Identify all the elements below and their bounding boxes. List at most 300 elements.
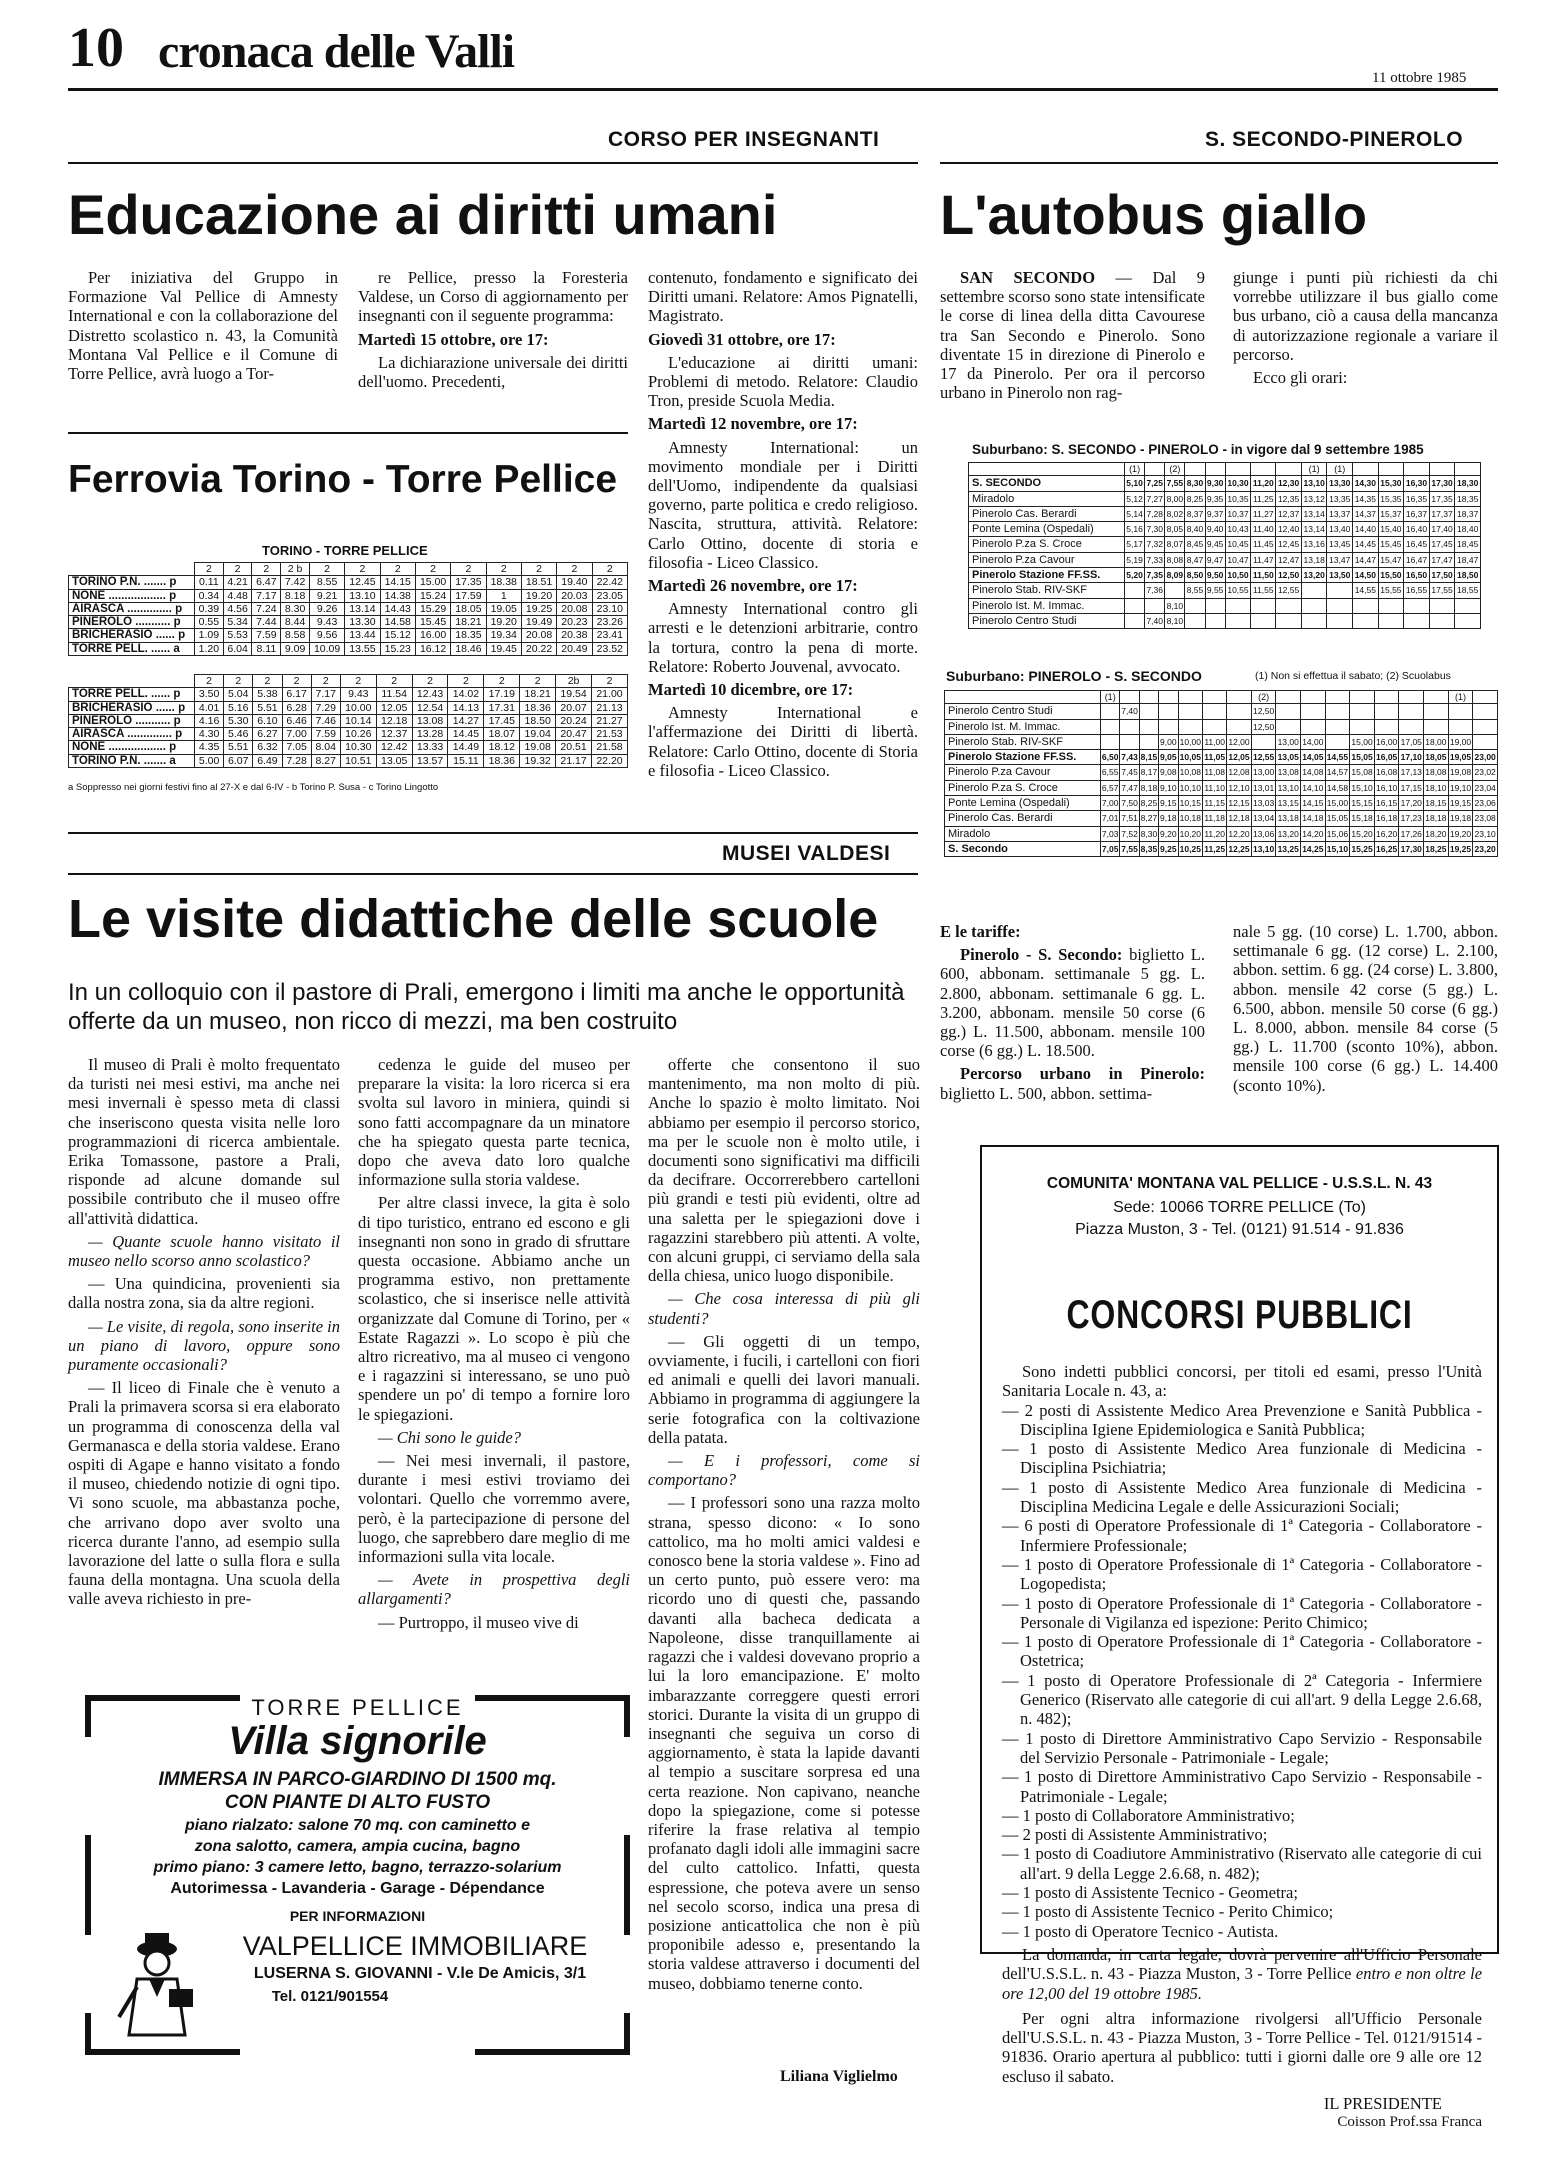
- stop-name: Pinerolo P.za S. Croce: [969, 537, 1125, 552]
- time-cell: 7,45: [1120, 765, 1139, 780]
- bus-out-note-cell: (1): [1327, 463, 1353, 476]
- time-cell: 15,05: [1350, 750, 1375, 765]
- bus-col2: [1233, 268, 1498, 391]
- educazione-text-2b: La dichiarazione universale dei diritti dell'uomo. Precedenti,: [358, 352, 628, 392]
- ferrovia-out-class-cell: 2: [451, 563, 486, 576]
- ferrovia-in-class-cell: 2: [448, 675, 484, 688]
- time-cell: 17.59: [451, 589, 486, 602]
- ferrovia-in-row: [69, 754, 628, 767]
- bus-in-row: [945, 826, 1498, 841]
- time-cell: 10,30: [1225, 476, 1251, 491]
- time-cell: 5,10: [1125, 476, 1145, 491]
- time-cell: 14.58: [380, 616, 415, 629]
- interview-paragraph: — Nei mesi invernali, il pastore, durante i mesi estivi troviamo dei volontari. Quello che vorremmo avere, però, è la partecipazione di persone del luogo, che saprebbero dare meglio di me informazioni sulla vita locale.: [358, 1451, 630, 1567]
- time-cell: 7,00: [1101, 796, 1120, 811]
- concorsi-item: — 6 posti di Operatore Professionale di 1ª Categoria - Collaboratore - Infermiere Professionale;: [1002, 1516, 1482, 1555]
- bus-out-note-cell: (1): [1301, 463, 1327, 476]
- time-cell: 11,25: [1203, 841, 1227, 856]
- time-cell: 13,50: [1327, 568, 1353, 583]
- time-cell: 15.23: [380, 642, 415, 655]
- time-cell: 10.14: [340, 714, 376, 727]
- time-cell: 18,50: [1455, 568, 1481, 583]
- bus-out-row: [969, 552, 1481, 567]
- ferrovia-in-class-cell: 2: [224, 675, 253, 688]
- time-cell: 8,45: [1185, 537, 1205, 552]
- bus-in-note-cell: [1139, 691, 1158, 704]
- time-cell: 19.45: [486, 642, 521, 655]
- time-cell: 13.55: [345, 642, 380, 655]
- time-cell: 17,05: [1399, 734, 1424, 749]
- time-cell: 10,05: [1178, 750, 1203, 765]
- time-cell: 9.56: [309, 629, 344, 642]
- time-cell: [1374, 704, 1399, 719]
- interview-question: — Le visite, di regola, sono inserite in un piano di lavoro, oppure sono puramente occasionali?: [68, 1316, 340, 1375]
- tariffe-route-1: Pinerolo - S. Secondo:: [960, 945, 1123, 965]
- time-cell: 14,50: [1353, 568, 1379, 583]
- time-cell: 8,25: [1139, 796, 1158, 811]
- time-cell: 7,51: [1120, 811, 1139, 826]
- bus-in-note-cell: [1374, 691, 1399, 704]
- time-cell: 9.21: [309, 589, 344, 602]
- ferrovia-out-class-cell: 2: [252, 563, 281, 576]
- time-cell: [1251, 598, 1276, 613]
- time-cell: 9.43: [340, 688, 376, 701]
- time-cell: [1399, 719, 1424, 734]
- time-cell: 5,14: [1125, 506, 1145, 521]
- station-name: BRICHERASIO ...... p: [69, 701, 195, 714]
- time-cell: 15,00: [1350, 734, 1375, 749]
- stop-name: Pinerolo Stazione FF.SS.: [945, 750, 1101, 765]
- time-cell: 11,00: [1203, 734, 1227, 749]
- time-cell: 12.18: [376, 714, 412, 727]
- time-cell: 18,55: [1455, 583, 1481, 598]
- time-cell: 18,18: [1424, 811, 1449, 826]
- villa-line3: piano rialzato: salone 70 mq. con caminetto e: [185, 1817, 530, 1834]
- time-cell: 12.45: [345, 576, 380, 589]
- time-cell: 8,09: [1165, 568, 1185, 583]
- time-cell: 18.12: [484, 741, 520, 754]
- time-cell: 8,02: [1165, 506, 1185, 521]
- time-cell: 17,37: [1429, 506, 1455, 521]
- villa-line2: CON PIANTE DI ALTO FUSTO: [224, 1792, 491, 1813]
- time-cell: 10,08: [1178, 765, 1203, 780]
- time-cell: [1139, 719, 1158, 734]
- time-cell: 9.09: [281, 642, 310, 655]
- time-cell: [1325, 704, 1350, 719]
- time-cell: 14,18: [1301, 811, 1326, 826]
- time-cell: 10.30: [340, 741, 376, 754]
- time-cell: 9.26: [309, 602, 344, 615]
- bus-in-note-cell: [1178, 691, 1203, 704]
- time-cell: 18.36: [484, 754, 520, 767]
- time-cell: 19,00: [1448, 734, 1473, 749]
- station-name: AIRASCA .............. p: [69, 602, 195, 615]
- time-cell: [1327, 583, 1353, 598]
- time-cell: 7,55: [1120, 841, 1139, 856]
- time-cell: [1203, 704, 1227, 719]
- time-cell: 5.34: [223, 616, 252, 629]
- bus-timetable-1: [968, 462, 1481, 629]
- concorsi-item: — 1 posto di Operatore Tecnico - Autista.: [1002, 1921, 1279, 1941]
- time-cell: 14.02: [448, 688, 484, 701]
- time-cell: 14.27: [448, 714, 484, 727]
- tariffe-text-3: nale 5 gg. (10 corse) L. 1.700, abbon. settimanale 6 gg. (12 corse) L. 2.100, abbon. settim. 6 gg. (24 corse) L. 3.800, abbon. mensile 42 corse (5 gg.) L. 6.500, abbon. mensile 50 corse (6 gg.) L. 8.000, abbon. mensile 84 corse (5 gg.) L. 11.700 (sconto 10%), abbon. mensile 100 corse (6 gg.) L. 14.400 (sconto 10%).: [1233, 922, 1498, 1095]
- time-cell: 10,47: [1225, 552, 1251, 567]
- stop-name: Pinerolo P.za Cavour: [969, 552, 1125, 567]
- time-cell: 11,45: [1251, 537, 1276, 552]
- station-name: TORRE PELL. ...... p: [69, 688, 195, 701]
- time-cell: [1101, 704, 1120, 719]
- station-name: NONE .................. p: [69, 589, 195, 602]
- time-cell: 11.54: [376, 688, 412, 701]
- time-cell: [1139, 704, 1158, 719]
- time-cell: [1301, 613, 1327, 628]
- time-cell: 9,40: [1205, 522, 1225, 537]
- time-cell: 11,20: [1203, 826, 1227, 841]
- time-cell: 5.51: [253, 701, 282, 714]
- bus-out-note-cell: [1404, 463, 1430, 476]
- time-cell: 18.46: [451, 642, 486, 655]
- time-cell: 8,37: [1185, 506, 1205, 521]
- bus-in-note-cell: [1473, 691, 1498, 704]
- stop-name: Miradolo: [945, 826, 1101, 841]
- time-cell: 12,05: [1227, 750, 1252, 765]
- time-cell: [1350, 704, 1375, 719]
- time-cell: 5,19: [1125, 552, 1145, 567]
- time-cell: 15,20: [1350, 826, 1375, 841]
- bus-out-note-cell: [1251, 463, 1276, 476]
- time-cell: 18.21: [451, 616, 486, 629]
- time-cell: 17,30: [1399, 841, 1424, 856]
- time-cell: 13.30: [345, 616, 380, 629]
- time-cell: 8,30: [1139, 826, 1158, 841]
- stop-name: S. Secondo: [945, 841, 1101, 856]
- bus-in-note-cell: [1424, 691, 1449, 704]
- time-cell: 19,05: [1448, 750, 1473, 765]
- time-cell: [1205, 613, 1225, 628]
- time-cell: 20.38: [557, 629, 592, 642]
- ferrovia-in-class-cell: 2: [311, 675, 340, 688]
- time-cell: 14.38: [380, 589, 415, 602]
- time-cell: 5,12: [1125, 491, 1145, 506]
- time-cell: 8,18: [1139, 780, 1158, 795]
- time-cell: 4.35: [195, 741, 224, 754]
- time-cell: 11,27: [1251, 506, 1276, 521]
- time-cell: 6.46: [282, 714, 311, 727]
- time-cell: 17,47: [1429, 552, 1455, 567]
- time-cell: 13.05: [376, 754, 412, 767]
- bus-in-row: [945, 780, 1498, 795]
- ferrovia-in-class-cell: 2: [282, 675, 311, 688]
- concorsi-item: — 1 posto di Operatore Professionale di 1ª Categoria - Collaboratore - Logopedista;: [1002, 1554, 1482, 1594]
- time-cell: 7.17: [311, 688, 340, 701]
- time-cell: 18,25: [1424, 841, 1449, 856]
- time-cell: [1159, 704, 1178, 719]
- time-cell: 19,25: [1448, 841, 1473, 856]
- educazione-text-3b: L'educazione ai diritti umani: Problemi di metodo. Relatore: Claudio Tron, preside Scuola Media.: [648, 352, 918, 411]
- musei-subhead: In un colloquio con il pastore di Prali, emergono i limiti ma anche le opportunità offerte da un museo, non ricco di mezzi, ma ben costruito: [68, 979, 905, 1035]
- time-cell: 7,27: [1145, 491, 1165, 506]
- time-cell: 16,40: [1404, 522, 1430, 537]
- time-cell: 15.24: [415, 589, 450, 602]
- time-cell: 14,15: [1301, 796, 1326, 811]
- time-cell: 10,15: [1178, 796, 1203, 811]
- bus-out-note-cell: (1): [1125, 463, 1145, 476]
- time-cell: 9,37: [1205, 506, 1225, 521]
- time-cell: 13,14: [1301, 522, 1327, 537]
- time-cell: 5.16: [224, 701, 253, 714]
- time-cell: 6.28: [282, 701, 311, 714]
- time-cell: 7,32: [1145, 537, 1165, 552]
- time-cell: 13.33: [412, 741, 448, 754]
- stop-name: Pinerolo Stab. RIV-SKF: [969, 583, 1125, 598]
- time-cell: 9,00: [1159, 734, 1178, 749]
- time-cell: 11,18: [1203, 811, 1227, 826]
- time-cell: 6.10: [253, 714, 282, 727]
- bus-out-note-cell: [1145, 463, 1165, 476]
- time-cell: 12,10: [1227, 780, 1252, 795]
- bus-text-3: Ecco gli orari:: [1253, 368, 1348, 388]
- bus-col1: [940, 268, 1205, 406]
- educazione-text-3d: Amnesty International contro gli arresti e le detenzioni arbitrarie, contro la tortura, contro la pena di morte. Relatore: Roberto Jouvenal, avvocato.: [648, 599, 918, 676]
- time-cell: 13,10: [1301, 476, 1327, 491]
- bus-out-row: [969, 537, 1481, 552]
- time-cell: 14.13: [448, 701, 484, 714]
- time-cell: [1301, 719, 1326, 734]
- time-cell: 15.29: [415, 602, 450, 615]
- time-cell: 12,08: [1227, 765, 1252, 780]
- time-cell: 12,50: [1276, 568, 1302, 583]
- time-cell: 18.21: [520, 688, 556, 701]
- bus-out-row: [969, 522, 1481, 537]
- time-cell: [1139, 734, 1158, 749]
- villa-title: Villa signorile: [228, 1719, 487, 1763]
- ferrovia-in-class-cell: 2: [520, 675, 556, 688]
- time-cell: 10.51: [340, 754, 376, 767]
- tariffe-text-1: biglietto L. 600, abbonam. settimanale 5 gg. L. 2.800, abbonam. settimanale 6 gg. L. 3.200, abbonam. mensile 50 corse (6 gg.) L. 11.500, abbonam. mensile 100 corse (6 gg.) L. 18.500.: [940, 945, 1206, 1061]
- time-cell: 8,08: [1165, 552, 1185, 567]
- ferrovia-out-class-cell: 2 b: [281, 563, 310, 576]
- bus-table2-title: Suburbano: PINEROLO - S. SECONDO: [946, 668, 1202, 684]
- time-cell: 0.34: [195, 589, 224, 602]
- time-cell: 15,05: [1325, 811, 1350, 826]
- time-cell: 23.05: [592, 589, 627, 602]
- time-cell: 14,05: [1301, 750, 1326, 765]
- station-name: BRICHERASIO ...... p: [69, 629, 195, 642]
- time-cell: [1185, 598, 1205, 613]
- time-cell: 14.43: [380, 602, 415, 615]
- bus-out-row: [969, 598, 1481, 613]
- time-cell: 16,47: [1404, 552, 1430, 567]
- time-cell: 19.05: [486, 602, 521, 615]
- concorsi-item: — 1 posto di Coadiutore Amministrativo (Riservato alle categorie di cui all'art. 9 della Legge 2.6.68, n. 482);: [1002, 1844, 1482, 1883]
- ferrovia-out-class-cell: 2: [195, 563, 224, 576]
- time-cell: 13,06: [1251, 826, 1276, 841]
- interview-paragraph: — I professori sono una razza molto strana, spesso dicono: « Io sono cattolico, ma ho molti amici valdesi e conosco bene la storia valdese ». Fino ad un certo punto, può essere vero: ma ricordo uno di questi che, passando davanti alla bacheca dedicata a Napoleone, disse tranquillamente ai ragazzi che i valdesi dovevano proprio a lui la loro emancipazione. E' molto imbarazzante correggere questi errori storici. Durante la visita di un gruppo di insegnanti che seguiva un corso di aggiornamento, è stata la lapide davanti al tempio a suscitare sorpresa ed una certa reazione. Non capivano, neanche dopo la spiegazione, come si potesse riferire la frase relativa al tempio profanato dagli idoli alle immagini sacre del culto cattolico. Infatti, questa espressione, che poteva avere un senso nel secolo scorso, indica una presa di posizione anticattolica che non è più proponibile adesso e, presentando la storia valdese attraverso i documenti del museo, dobbiamo tenerne conto.: [648, 1493, 920, 1993]
- time-cell: 12,20: [1227, 826, 1252, 841]
- time-cell: 16.00: [415, 629, 450, 642]
- headline-ferrovia: Ferrovia Torino - Torre Pellice: [68, 458, 618, 501]
- time-cell: 9,47: [1205, 552, 1225, 567]
- time-cell: 14,40: [1353, 522, 1379, 537]
- time-cell: 7.44: [252, 616, 281, 629]
- time-cell: [1473, 719, 1498, 734]
- time-cell: 20.47: [556, 728, 592, 741]
- interview-paragraph: Il museo di Prali è molto frequentato da turisti nei mesi estivi, ma anche nei mesi invernali è spesso meta di classi che inseriscono questa visita nelle loro programmazioni di ricerca ambientale. Erika Tomassone, pastore a Prali, risponde ad alcune domande sul possibile contributo che il museo offre all'attività didattica.: [68, 1055, 340, 1228]
- time-cell: 0.39: [195, 602, 224, 615]
- time-cell: 10,10: [1178, 780, 1203, 795]
- time-cell: 13,30: [1327, 476, 1353, 491]
- time-cell: 13,01: [1251, 780, 1276, 795]
- bus-in-row: [945, 811, 1498, 826]
- time-cell: [1205, 598, 1225, 613]
- time-cell: 14,08: [1301, 765, 1326, 780]
- time-cell: 15.45: [415, 616, 450, 629]
- ferrovia-out-class-cell: 2: [309, 563, 344, 576]
- time-cell: 15,18: [1350, 811, 1375, 826]
- bus-out-note-cell: [1378, 463, 1404, 476]
- headline-educazione: Educazione ai diritti umani: [68, 183, 778, 246]
- time-cell: 11,47: [1251, 552, 1276, 567]
- time-cell: 14,20: [1301, 826, 1326, 841]
- time-cell: 7.05: [282, 741, 311, 754]
- time-cell: 7,43: [1120, 750, 1139, 765]
- time-cell: 8,00: [1165, 491, 1185, 506]
- bus-out-row: [969, 613, 1481, 628]
- time-cell: 7,01: [1101, 811, 1120, 826]
- bus-in-row: [945, 841, 1498, 856]
- time-cell: 9,20: [1159, 826, 1178, 841]
- time-cell: [1448, 719, 1473, 734]
- time-cell: [1429, 598, 1455, 613]
- concorsi-item: — 1 posto di Operatore Professionale di 1ª Categoria - Collaboratore - Ostetrica;: [1002, 1632, 1482, 1671]
- interview-paragraph: Per altre classi invece, la gita è solo di tipo turistico, entrano ed escono e gli insegnanti non sono in grado di sfruttare questa occasione. Abbiamo anche un programma estivo, non prettamente scolastico, che si inserisce nelle attività organizzate dal Comune di Torino, per « Estate Ragazzi ». Lo scopo è più che altro ricreativo, ma al museo ci vengono e i ragazzini si interessano, se uno può spendere un po' di tempo a fornire loro le spiegazioni.: [358, 1193, 630, 1424]
- ferrovia-in-header-row: [69, 675, 628, 688]
- ferrovia-in-row: [69, 741, 628, 754]
- bus-in-note-cell: [1276, 691, 1301, 704]
- time-cell: [1424, 704, 1449, 719]
- time-cell: 18,15: [1424, 796, 1449, 811]
- interview-question: — Chi sono le guide?: [378, 1427, 521, 1447]
- time-cell: [1301, 598, 1327, 613]
- bus-out-note-cell: [1205, 463, 1225, 476]
- time-cell: 16,25: [1374, 841, 1399, 856]
- tariffe-col1: [940, 922, 1205, 1107]
- time-cell: [1125, 613, 1145, 628]
- station-name: AIRASCA .............. p: [69, 728, 195, 741]
- time-cell: 17,50: [1429, 568, 1455, 583]
- time-cell: 19.34: [486, 629, 521, 642]
- time-cell: 13,00: [1276, 734, 1301, 749]
- bus-out-row: [969, 491, 1481, 506]
- time-cell: 17,35: [1429, 491, 1455, 506]
- time-cell: 5.53: [223, 629, 252, 642]
- bus-in-row: [945, 704, 1498, 719]
- interview-paragraph: — Purtroppo, il museo vive di: [378, 1612, 579, 1632]
- time-cell: 8,50: [1185, 568, 1205, 583]
- time-cell: 13,00: [1251, 765, 1276, 780]
- time-cell: [1227, 719, 1252, 734]
- time-cell: 5.38: [253, 688, 282, 701]
- time-cell: 10,35: [1225, 491, 1251, 506]
- tariffe-col2: [1233, 922, 1498, 1099]
- time-cell: 13,20: [1301, 568, 1327, 583]
- time-cell: 9,35: [1205, 491, 1225, 506]
- time-cell: 17.31: [484, 701, 520, 714]
- bus-in-row: [945, 796, 1498, 811]
- time-cell: 14,45: [1353, 537, 1379, 552]
- time-cell: 13,14: [1301, 506, 1327, 521]
- time-cell: 12,00: [1227, 734, 1252, 749]
- time-cell: [1225, 598, 1251, 613]
- time-cell: 19.20: [486, 616, 521, 629]
- interview-question: — Quante scuole hanno visitato il museo nello scorso anno scolastico?: [68, 1231, 340, 1271]
- time-cell: [1353, 598, 1379, 613]
- time-cell: 6.49: [253, 754, 282, 767]
- bus-out-note-cell: [1455, 463, 1481, 476]
- concorsi-item: — 1 posto di Operatore Professionale di 1ª Categoria - Collaboratore - Personale di Vigilanza ed ispezione: Perito Chimico;: [1002, 1593, 1482, 1632]
- time-cell: [1203, 719, 1227, 734]
- time-cell: [1374, 719, 1399, 734]
- time-cell: 10,20: [1178, 826, 1203, 841]
- time-cell: 19.04: [520, 728, 556, 741]
- time-cell: 5.51: [224, 741, 253, 754]
- stop-name: Pinerolo Cas. Berardi: [969, 506, 1125, 521]
- time-cell: 14,37: [1353, 506, 1379, 521]
- time-cell: [1473, 734, 1498, 749]
- time-cell: 16,15: [1374, 796, 1399, 811]
- time-cell: 21.13: [591, 701, 627, 714]
- time-cell: [1101, 719, 1120, 734]
- time-cell: 11,08: [1203, 765, 1227, 780]
- time-cell: [1276, 598, 1302, 613]
- stop-name: Ponte Lemina (Ospedali): [945, 796, 1101, 811]
- time-cell: 7,47: [1120, 780, 1139, 795]
- time-cell: 8.58: [281, 629, 310, 642]
- time-cell: 13.08: [412, 714, 448, 727]
- time-cell: 7,35: [1145, 568, 1165, 583]
- time-cell: 14.49: [448, 741, 484, 754]
- time-cell: 9.43: [309, 616, 344, 629]
- educazione-text-3e: Amnesty International e l'affermazione dei Diritti di libertà. Relatore: Carlo Ottino, docente di Storia e filosofia - Liceo Classico.: [648, 703, 918, 780]
- concorsi-intro: Sono indetti pubblici concorsi, per titoli ed esami, presso l'Unità Sanitaria Locale n. 43, a:: [1002, 1362, 1482, 1401]
- ferrovia-timetable-return: [68, 674, 628, 768]
- time-cell: 18,45: [1455, 537, 1481, 552]
- time-cell: 10.26: [340, 728, 376, 741]
- time-cell: 15,37: [1378, 506, 1404, 521]
- time-cell: [1125, 598, 1145, 613]
- time-cell: [1350, 719, 1375, 734]
- time-cell: 9,15: [1159, 796, 1178, 811]
- time-cell: 18.50: [520, 714, 556, 727]
- rule-right-top: [940, 162, 1498, 164]
- time-cell: 18.51: [521, 576, 556, 589]
- time-cell: 8,35: [1139, 841, 1158, 856]
- stop-name: S. SECONDO: [969, 476, 1125, 491]
- time-cell: 9,05: [1159, 750, 1178, 765]
- time-cell: 8,27: [1139, 811, 1158, 826]
- time-cell: 19,20: [1448, 826, 1473, 841]
- time-cell: 23,08: [1473, 811, 1498, 826]
- concorsi-scadenza: entro e non oltre le ore 12,00 del 19 ottobre 1985.: [1002, 1964, 1483, 2003]
- time-cell: 12,40: [1276, 522, 1302, 537]
- time-cell: 12,50: [1251, 704, 1276, 719]
- bus-in-note-cell: [1120, 691, 1139, 704]
- time-cell: 4.56: [223, 602, 252, 615]
- time-cell: 8.11: [252, 642, 281, 655]
- time-cell: 11,05: [1203, 750, 1227, 765]
- time-cell: 8,07: [1165, 537, 1185, 552]
